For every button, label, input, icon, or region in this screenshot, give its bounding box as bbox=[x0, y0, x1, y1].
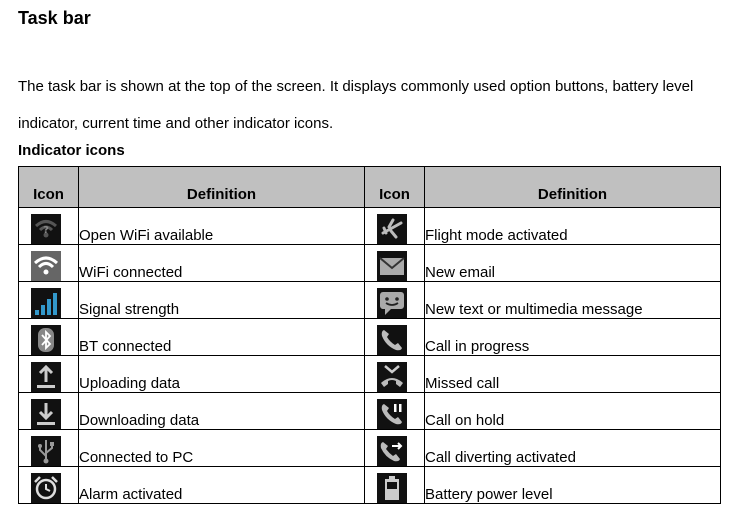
definition-cell: Call diverting activated bbox=[425, 430, 721, 467]
table-row bbox=[19, 430, 721, 467]
definition-cell: New text or multimedia message bbox=[425, 282, 721, 319]
definition-cell: Uploading data bbox=[79, 356, 365, 393]
header-icon-right: Icon bbox=[365, 167, 425, 208]
phone-icon bbox=[377, 325, 407, 355]
message-icon bbox=[377, 288, 407, 318]
call-hold-icon bbox=[377, 399, 407, 429]
definition-cell: WiFi connected bbox=[79, 245, 365, 282]
signal-strength-icon bbox=[31, 288, 61, 318]
table-row bbox=[19, 467, 721, 504]
definition-cell: Missed call bbox=[425, 356, 721, 393]
header-definition-right: Definition bbox=[425, 167, 721, 208]
definition-cell: Signal strength bbox=[79, 282, 365, 319]
definition-cell: Call on hold bbox=[425, 393, 721, 430]
table-row bbox=[19, 208, 721, 245]
definition-cell: BT connected bbox=[79, 319, 365, 356]
definition-cell: Connected to PC bbox=[79, 430, 365, 467]
upload-icon bbox=[31, 362, 61, 392]
header-definition-left: Definition bbox=[79, 167, 365, 208]
definition-cell: Call in progress bbox=[425, 319, 721, 356]
definition-cell: Downloading data bbox=[79, 393, 365, 430]
table-row bbox=[19, 356, 721, 393]
wifi-available-icon bbox=[31, 214, 61, 244]
table-row bbox=[19, 245, 721, 282]
table-row bbox=[19, 319, 721, 356]
table-row bbox=[19, 393, 721, 430]
usb-icon bbox=[31, 436, 61, 466]
definition-cell: New email bbox=[425, 245, 721, 282]
wifi-connected-icon bbox=[31, 251, 61, 281]
definition-cell: Battery power level bbox=[425, 467, 721, 504]
indicator-icons-table bbox=[18, 166, 721, 504]
definition-cell: Flight mode activated bbox=[425, 208, 721, 245]
section-heading: Indicator icons bbox=[18, 142, 125, 159]
call-divert-icon bbox=[377, 436, 407, 466]
bluetooth-icon bbox=[31, 325, 61, 355]
download-icon bbox=[31, 399, 61, 429]
definition-cell: Alarm activated bbox=[79, 467, 365, 504]
battery-icon bbox=[377, 473, 407, 503]
table-row bbox=[19, 282, 721, 319]
envelope-icon bbox=[377, 251, 407, 281]
alarm-icon bbox=[31, 473, 61, 503]
svg-text:?: ? bbox=[43, 225, 49, 236]
missed-call-icon bbox=[377, 362, 407, 392]
page-title: Task bar bbox=[18, 8, 91, 28]
airplane-icon bbox=[377, 214, 407, 244]
intro-paragraph: The task bar is shown at the top of the screen. It displays commonly used option buttons, battery level indicator, current time and other indicator icons. bbox=[18, 78, 694, 132]
table-header-row bbox=[19, 167, 721, 208]
definition-cell: Open WiFi available bbox=[79, 208, 365, 245]
header-icon-left: Icon bbox=[19, 167, 79, 208]
